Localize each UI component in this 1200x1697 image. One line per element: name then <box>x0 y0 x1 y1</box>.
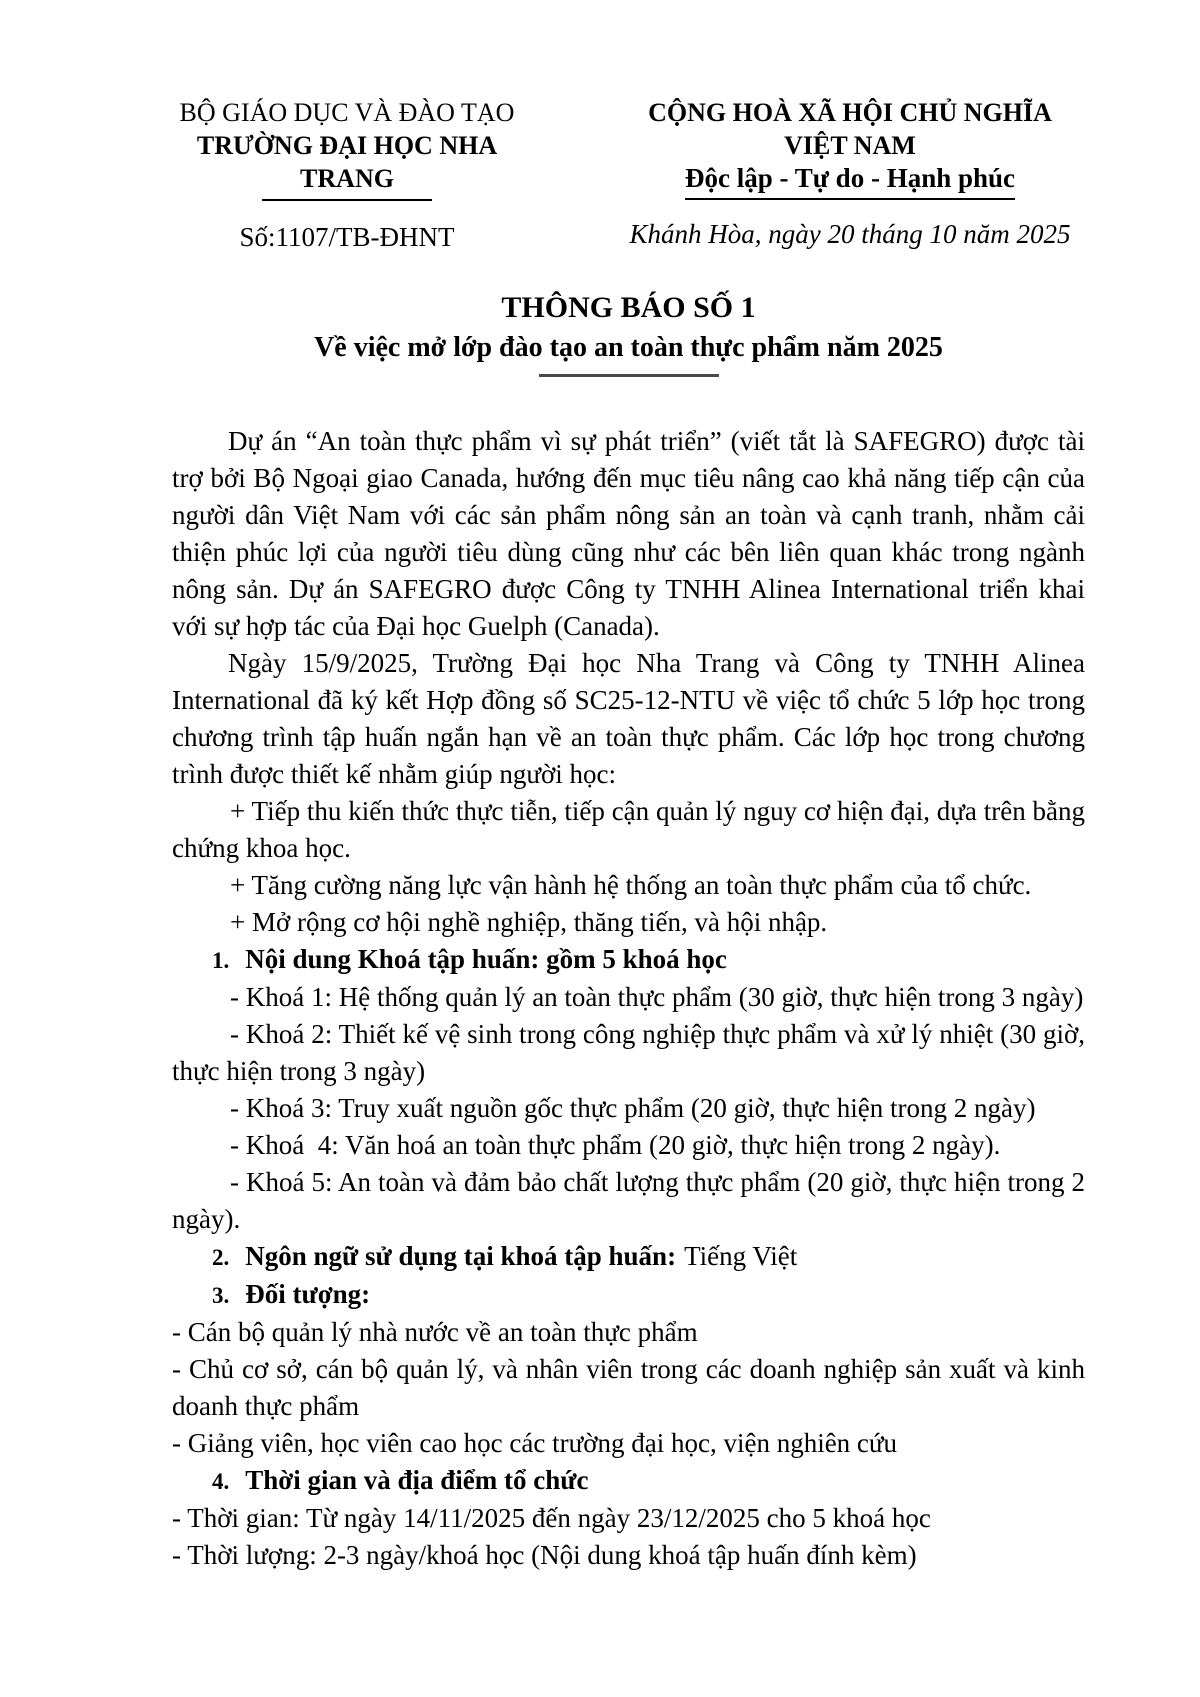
audience-item: - Giảng viên, học viên cao học các trường đại học, viện nghiên cứu <box>172 1428 898 1458</box>
section-number: 4. <box>212 1469 230 1494</box>
dateline: Khánh Hòa, ngày 20 tháng 10 năm 2025 <box>629 219 1071 249</box>
section-heading-4 <box>172 1462 1085 1500</box>
document-number: Số:1107/TB-ĐHNT <box>239 222 455 252</box>
university-name: TRƯỜNG ĐẠI HỌC NHA TRANG <box>196 131 498 193</box>
national-motto-line <box>615 162 1085 200</box>
header-right-block <box>615 96 1085 254</box>
course-item: - Khoá 1: Hệ thống quản lý an toàn thực phẩm (30 giờ, thực hiện trong 3 ngày) <box>230 982 1084 1012</box>
audience-item: - Cán bộ quản lý nhà nước về an toàn thực phẩm <box>172 1317 698 1347</box>
paragraph-intro: Dự án “An toàn thực phẩm vì sự phát triển” (viết tắt là SAFEGRO) được tài trợ bởi Bộ Ngoại giao Canada, hướng đến mục tiêu nâng cao khả năng tiếp cận của người dân Việt Nam với các sản phẩm nông sản an toàn và cạnh tranh, nhằm cải thiện phúc lợi của người tiêu dùng cũng như các bên liên quan khác trong ngành nông sản. Dự án SAFEGRO được Công ty TNHH Alinea International triển khai với sự hợp tác của Đại học Guelph (Canada). <box>172 426 1085 641</box>
paragraph-contract: Ngày 15/9/2025, Trường Đại học Nha Trang và Công ty TNHH Alinea International đã ký kết Hợp đồng số SC25-12-NTU về việc tổ chức 5 lớp học trong chương trình tập huấn ngắn hạn về an toàn thực phẩm. Các lớp học trong chương trình được thiết kế nhằm giúp người học: <box>172 648 1085 789</box>
course-item: - Khoá 2: Thiết kế vệ sinh trong công nghiệp thực phẩm và xử lý nhiệt (30 giờ, thực hiện trong 3 ngày) <box>172 1019 1085 1086</box>
bullet-item: + Mở rộng cơ hội nghề nghiệp, thăng tiến, và hội nhập. <box>230 907 828 937</box>
section-heading-3 <box>172 1276 1085 1314</box>
section-number: 1. <box>212 948 230 973</box>
national-motto: Độc lập - Tự do - Hạnh phúc <box>685 162 1015 200</box>
section-number: 3. <box>212 1283 230 1308</box>
audience-item: - Chủ cơ sở, cán bộ quản lý, và nhân viên trong các doanh nghiệp sản xuất và kinh doanh thực phẩm <box>172 1354 1085 1421</box>
section-label: Ngôn ngữ sử dụng tại khoá tập huấn: <box>245 1241 677 1271</box>
ministry-name: BỘ GIÁO DỤC VÀ ĐÀO TẠO <box>179 98 515 127</box>
section-heading-1 <box>172 941 1085 979</box>
national-title: CỘNG HOÀ XÃ HỘI CHỦ NGHĨA VIỆT NAM <box>648 98 1052 160</box>
section-label: Thời gian và địa điểm tổ chức <box>245 1465 589 1495</box>
title-block <box>172 288 1085 377</box>
section-value: Tiếng Việt <box>684 1241 798 1271</box>
course-item: - Khoá 5: An toàn và đảm bảo chất lượng thực phẩm (20 giờ, thực hiện trong 2 ngày). <box>172 1167 1085 1234</box>
section-label: Nội dung Khoá tập huấn: gồm 5 khoá học <box>245 944 727 974</box>
bullet-item: + Tăng cường năng lực vận hành hệ thống an toàn thực phẩm của tổ chức. <box>230 870 1032 900</box>
section-number: 2. <box>212 1245 230 1270</box>
section-label: Đối tượng: <box>245 1279 371 1309</box>
course-item: - Khoá 3: Truy xuất nguồn gốc thực phẩm (20 giờ, thực hiện trong 2 ngày) <box>230 1093 1036 1123</box>
title-rule <box>539 374 719 377</box>
document-body <box>172 423 1085 1574</box>
section-heading-2 <box>172 1238 1085 1276</box>
bullet-item: + Tiếp thu kiến thức thực tiễn, tiếp cận quản lý nguy cơ hiện đại, dựa trên bằng chứng khoa học. <box>172 796 1085 863</box>
time-item: - Thời lượng: 2-3 ngày/khoá học (Nội dung khoá tập huấn đính kèm) <box>172 1540 917 1570</box>
time-item: - Thời gian: Từ ngày 14/11/2025 đến ngày 23/12/2025 cho 5 khoá học <box>172 1503 931 1533</box>
header-left-rule <box>262 199 432 201</box>
course-item: - Khoá 4: Văn hoá an toàn thực phẩm (20 giờ, thực hiện trong 2 ngày). <box>230 1130 1001 1160</box>
header-left-block <box>172 96 522 254</box>
document-header <box>172 96 1085 254</box>
document-subtitle: Về việc mở lớp đào tạo an toàn thực phẩm năm 2025 <box>314 332 943 363</box>
document-content <box>172 0 1085 1574</box>
document-title: THÔNG BÁO SỐ 1 <box>501 291 756 324</box>
